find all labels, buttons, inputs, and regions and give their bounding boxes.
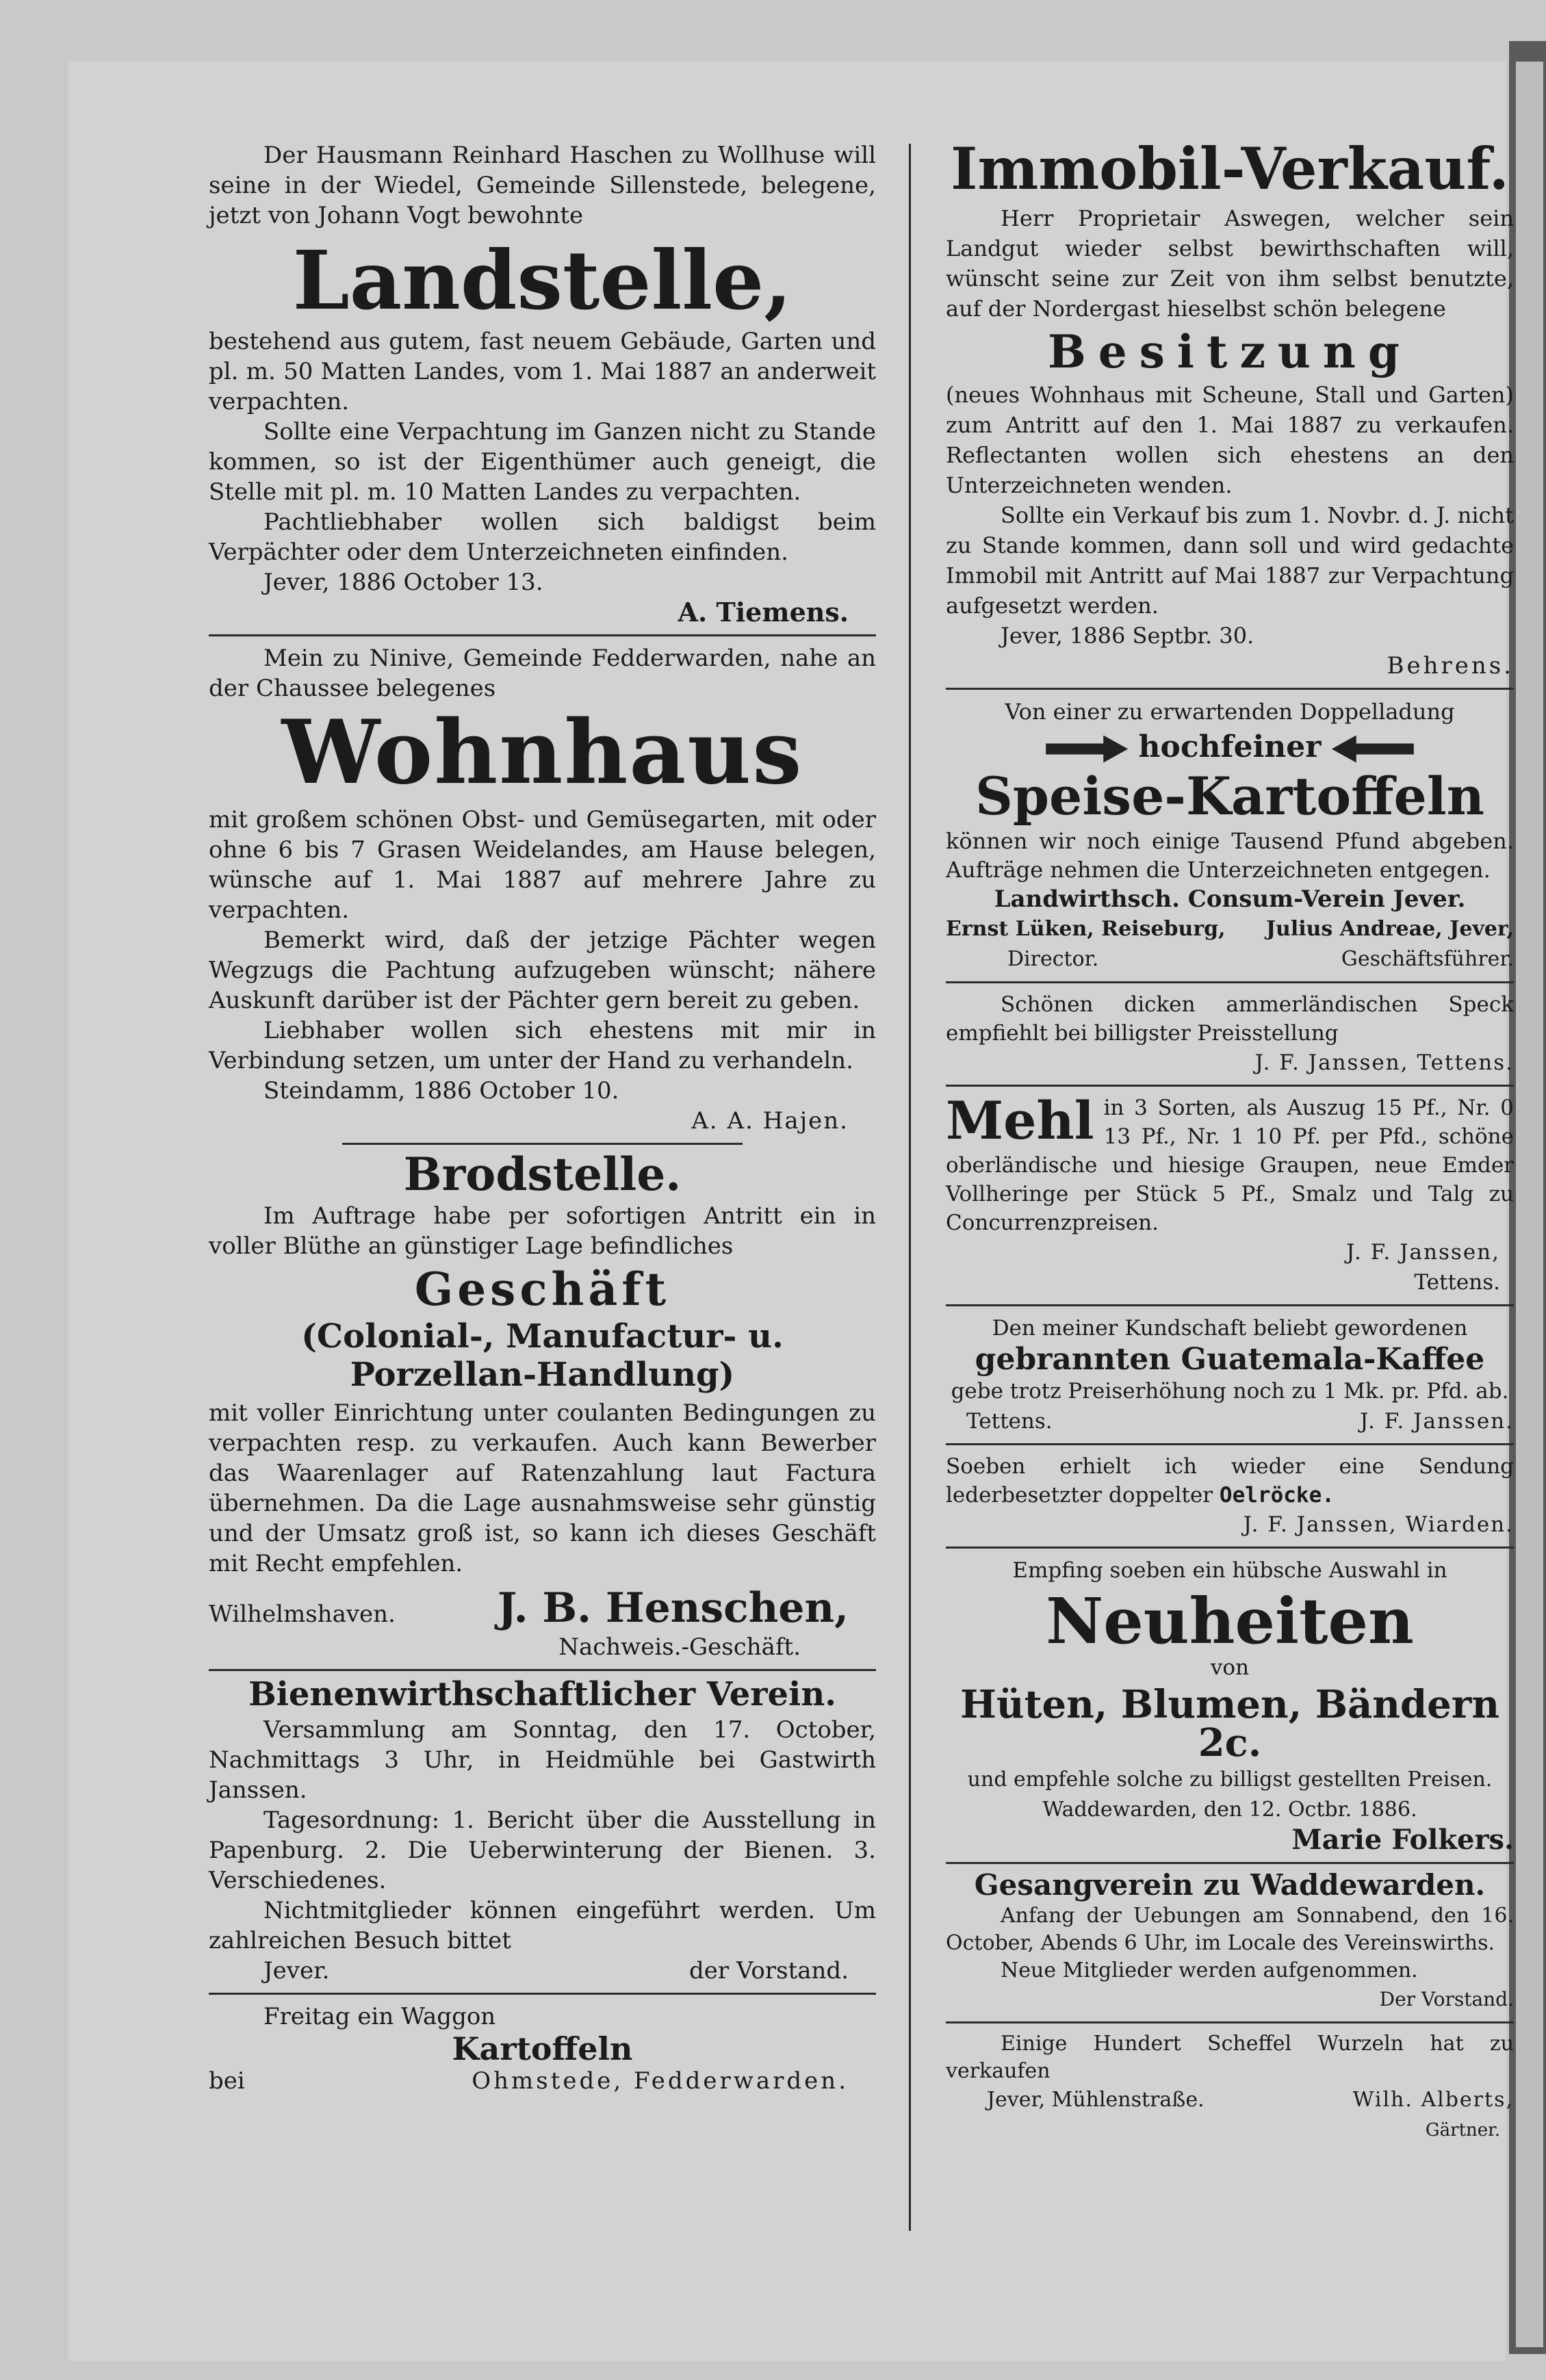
ad-text: Tagesordnung: 1. Bericht über die Ausstellung in Papenburg. 2. Die Ueberwinterung der Bienen. 3. Verschiedenes. xyxy=(209,1807,876,1894)
ad-separator xyxy=(342,1143,743,1145)
ad-separator xyxy=(946,688,1514,690)
ad-dateline: Steindamm, 1886 October 10. xyxy=(263,1077,619,1104)
ad-signature: Julius Andreae, Jever, xyxy=(1265,917,1514,941)
ad-text: mit voller Einrichtung unter coulanten Bedingungen zu verpachten resp. zu verkaufen. Auch kann Bewerber das Waarenlager auf Ratenzahlung laut Factura übernehmen. Da die Lage ausnahmsweise sehr günstig und der Umsatz groß ist, so kann ich dieses Geschäft mit Recht empfehlen. xyxy=(209,1399,876,1577)
ad-headline: Neuheiten xyxy=(1046,1584,1414,1658)
ad-text: Pachtliebhaber wollen sich baldigst beim Verpächter oder dem Unterzeichneten einfinden. xyxy=(209,508,876,566)
ad-speise-kartoffeln xyxy=(946,697,1514,974)
ad-bienenverein xyxy=(209,1675,876,1986)
ad-headline: Geschäft xyxy=(414,1263,671,1316)
column-divider xyxy=(909,144,911,2231)
ad-intro: Von einer zu erwartenden Doppelladung xyxy=(1005,699,1455,725)
ad-separator xyxy=(209,1669,876,1671)
ad-organisation: Landwirthsch. Consum-Verein Jever. xyxy=(994,885,1466,913)
ad-text: gebe trotz Preiserhöhung noch zu 1 Mk. pr. Pfd. ab. xyxy=(951,1379,1509,1404)
ad-subheadline: hochfeiner xyxy=(1138,729,1322,764)
ad-text: bestehend aus gutem, fast neuem Gebäude, Garten und pl. m. 50 Matten Landes, vom 1. Mai 1887 an anderweit verpachten. xyxy=(209,328,876,415)
ad-separator xyxy=(946,1443,1514,1445)
pointing-hand-icon xyxy=(1332,736,1414,763)
ad-signature: J. F. Janssen. xyxy=(1360,1409,1514,1434)
ad-headline: gebrannten Guatemala-Kaffee xyxy=(975,1342,1485,1377)
ad-kaffee xyxy=(946,1313,1514,1436)
ad-text: (neues Wohnhaus mit Scheune, Stall und Garten) zum Antritt auf den 1. Mai 1887 zu verkaufen. Reflectanten wollen sich ehestens an den Unterzeichneten wenden. xyxy=(946,382,1514,498)
ad-separator xyxy=(946,1862,1514,1864)
ad-text: können wir noch einige Tausend Pfund abgeben. Aufträge nehmen die Unterzeichneten entgegen. xyxy=(946,828,1514,883)
ad-place: Jever. xyxy=(263,1957,330,1984)
ad-subheadline: (Colonial-, Manufactur- u. Porzellan-Handlung) xyxy=(301,1317,784,1394)
ad-signature: Wilh. Alberts, xyxy=(1352,2088,1514,2112)
ad-text: Einige Hundert Scheffel Wurzeln hat zu verkaufen xyxy=(946,2032,1514,2083)
ad-headline: Hüten, Blumen, Bändern 2c. xyxy=(959,1682,1500,1765)
ad-separator xyxy=(209,634,876,636)
ad-separator xyxy=(946,1304,1514,1306)
ad-signature: A. Tiemens. xyxy=(678,597,849,628)
ad-signature: J. F. Janssen, Wiarden. xyxy=(1243,1512,1514,1537)
ad-signature: J. F. Janssen, Tettens. xyxy=(1254,1050,1514,1075)
ad-wurzeln xyxy=(946,2030,1514,2145)
ad-wohnhaus xyxy=(209,643,876,1136)
adjacent-page-strip xyxy=(1516,62,1543,2347)
ad-place: Wilhelmshaven. xyxy=(209,1601,396,1628)
ad-signature: J. B. Henschen, xyxy=(497,1584,849,1632)
ad-signature: J. F. Janssen, xyxy=(1346,1240,1500,1265)
ad-role: Geschäftsführer. xyxy=(1341,947,1514,971)
ad-kartoffeln-waggon xyxy=(209,2002,876,2096)
left-column xyxy=(209,140,876,2096)
ad-headline: Landstelle, xyxy=(292,233,793,328)
ad-signature: Marie Folkers. xyxy=(1291,1824,1514,1856)
ad-gesangverein xyxy=(946,1868,1514,2015)
ad-text: mit großem schönen Obst- und Gemüsegarten, mit oder ohne 6 bis 7 Grasen Weidelandes, am Hause belegen, wünsche auf 1. Mai 1887 auf mehrere Jahre zu verpachten. xyxy=(209,806,876,924)
ad-immobil-verkauf xyxy=(946,135,1514,681)
ad-place: Tettens. xyxy=(966,1409,1053,1434)
ad-headline: Besitzung xyxy=(1047,325,1413,378)
ad-signature-sub: Nachweis.-Geschäft. xyxy=(558,1633,801,1661)
ad-signature: A. A. Hajen. xyxy=(691,1107,849,1135)
ad-role: Gärtner. xyxy=(1425,2120,1500,2140)
ad-neuheiten xyxy=(946,1555,1514,1855)
ad-headline: Brodstelle. xyxy=(403,1148,682,1201)
ad-dateline: Jever, 1886 Septbr. 30. xyxy=(1001,623,1254,649)
ad-dateline: Jever, 1886 October 13. xyxy=(263,569,543,596)
ad-separator xyxy=(946,1547,1514,1549)
ad-text: Freitag ein Waggon xyxy=(263,2003,496,2030)
ad-text: bei xyxy=(209,2067,245,2095)
ad-headline: Immobil-Verkauf. xyxy=(951,135,1509,203)
ad-text: von xyxy=(1210,1655,1250,1680)
ad-separator xyxy=(946,2021,1514,2023)
ad-signature: Ernst Lüken, Reiseburg, xyxy=(946,917,1226,941)
ad-speck xyxy=(946,990,1514,1078)
ad-intro: Im Auftrage habe per sofortigen Antritt ein in voller Blüthe an günstiger Lage befindliches xyxy=(209,1202,876,1260)
ad-text: Bemerkt wird, daß der jetzige Pächter wegen Wegzugs die Pachtung aufzugeben wünscht; nähere Auskunft darüber ist der Pächter gern bereit zu geben. xyxy=(209,927,876,1014)
ad-text: Liebhaber wollen sich ehestens mit mir in Verbindung setzen, um unter der Hand zu verhandeln. xyxy=(209,1017,876,1074)
ad-landstelle xyxy=(209,140,876,628)
ad-intro: Der Hausmann Reinhard Haschen zu Wollhuse will seine in der Wiedel, Gemeinde Sillenstede, belegene, jetzt von Johann Vogt bewohnte xyxy=(209,142,876,229)
ad-text: Soeben erhielt ich wieder eine Sendung lederbesetzter doppelter xyxy=(946,1454,1514,1508)
ad-intro: Herr Proprietair Aswegen, welcher sein Landgut wieder selbst bewirthschaften will, wünscht seine zur Zeit von ihm selbst benutzte, auf der Nordergast hieselbst schön belegene xyxy=(946,205,1514,322)
ad-headline: Speise-Kartoffeln xyxy=(975,766,1484,827)
ad-signature: Der Vorstand. xyxy=(1379,1988,1514,2010)
ad-intro: Den meiner Kundschaft beliebt gewordenen xyxy=(992,1316,1468,1341)
ad-place: Jever, Mühlenstraße. xyxy=(987,2088,1204,2112)
ad-text: Anfang der Uebungen am Sonnabend, den 16. October, Abends 6 Uhr, im Locale des Vereinswirths. xyxy=(946,1904,1514,1955)
ad-separator xyxy=(946,1085,1514,1087)
ad-intro: Empfing soeben ein hübsche Auswahl in xyxy=(1012,1558,1447,1583)
ad-text: und empfehle solche zu billigst gestellten Preisen. xyxy=(967,1768,1493,1792)
ad-dateline: Waddewarden, den 12. Octbr. 1886. xyxy=(1042,1798,1417,1822)
ad-brodstelle xyxy=(209,1148,876,1662)
ad-intro: Mein zu Ninive, Gemeinde Fedderwarden, nahe an der Chaussee belegenes xyxy=(209,645,876,702)
ad-signature: Ohmstede, Fedderwarden. xyxy=(472,2067,849,2095)
ad-text: Nichtmitglieder können eingeführt werden. Um zahlreichen Besuch bittet xyxy=(209,1897,876,1954)
ad-headline: Wohnhaus xyxy=(281,701,803,804)
ad-signature: der Vorstand. xyxy=(689,1957,849,1984)
ad-signature: Behrens. xyxy=(1387,652,1514,680)
ad-separator xyxy=(209,1993,876,1995)
right-column xyxy=(946,135,1514,2145)
ad-separator xyxy=(946,981,1514,983)
ad-text: Schönen dicken ammerländischen Speck empfiehlt bei billigster Preisstellung xyxy=(946,992,1514,1046)
ad-headline: Kartoffeln xyxy=(452,2030,633,2067)
ad-emphasis: Oelröcke. xyxy=(1219,1483,1335,1508)
ad-text: Versammlung am Sonntag, den 17. October, Nachmittags 3 Uhr, in Heidmühle bei Gastwirth Janssen. xyxy=(209,1716,876,1804)
ad-text: Neue Mitglieder werden aufgenommen. xyxy=(1001,1958,1418,1982)
ad-place: Tettens. xyxy=(1414,1270,1500,1295)
ad-role: Director. xyxy=(1007,947,1099,971)
ad-mehl xyxy=(946,1090,1514,1297)
ad-headline: Gesangverein zu Waddewarden. xyxy=(974,1868,1486,1902)
ad-text: Sollte eine Verpachtung im Ganzen nicht zu Stande kommen, so ist der Eigenthümer auch geneigt, die Stelle mit pl. m. 10 Matten Landes zu verpachten. xyxy=(209,418,876,506)
ad-headline: Bienenwirthschaftlicher Verein. xyxy=(248,1675,836,1713)
ad-text: in 3 Sorten, als Auszug 15 Pf., Nr. 0 13 Pf., Nr. 1 10 Pf. per Pfd., schöne oberländische und hiesige Graupen, neue Emder Vollheringe per Stück 5 Pf., Smalz und Talg zu Concurrenzpreisen. xyxy=(946,1096,1514,1235)
pointing-hand-icon xyxy=(1046,736,1128,763)
ad-headline: Mehl xyxy=(946,1090,1094,1151)
ad-text: Sollte ein Verkauf bis zum 1. Novbr. d. J. nicht zu Stande kommen, dann soll und wird gedachte Immobil mit Antritt auf Mai 1887 zur Verpachtung aufgesetzt werden. xyxy=(946,502,1514,619)
ad-oelroecke xyxy=(946,1452,1514,1540)
